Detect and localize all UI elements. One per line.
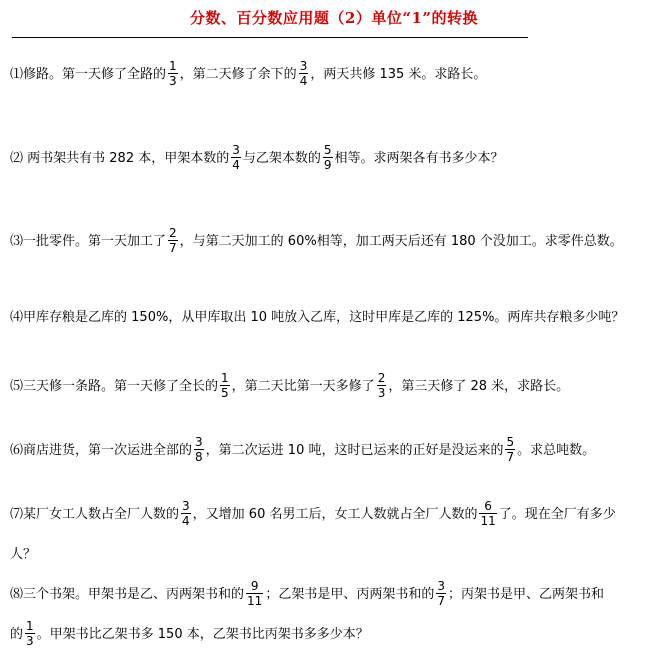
question-text: 。求总吨数。 <box>517 443 596 458</box>
fraction-numerator: 9 <box>246 579 263 594</box>
page-title: 分数、百分数应用题（2）单位“1”的转换 <box>189 9 479 27</box>
fraction-denominator: 4 <box>182 514 190 528</box>
fraction <box>377 371 387 400</box>
question-text: ，两天共修 135 米。求路长。 <box>310 67 487 82</box>
fraction-denominator: 9 <box>323 158 332 172</box>
question-line <box>10 298 660 338</box>
fraction-denominator: 4 <box>232 158 240 172</box>
fraction <box>168 226 178 255</box>
question-text: 两书架共有书 282 本，甲架本数的 <box>23 151 230 166</box>
fraction-numerator: 1 <box>221 371 229 385</box>
fraction-numerator: 1 <box>26 619 34 633</box>
fraction <box>168 59 178 88</box>
question-line <box>10 139 660 179</box>
question-text: 甲库存粮是乙库的 150%，从甲库取出 10 吨放入乙库，这时甲库是乙库的 125%。两库共存粮多少吨？ <box>23 310 625 325</box>
question-text: 与乙架本数的 <box>242 151 321 166</box>
question-text: ；乙架书是甲、丙两架书和的 <box>265 587 435 602</box>
fraction <box>231 143 241 172</box>
question-number: ⑺ <box>10 507 24 522</box>
question-number: ⑸ <box>10 379 24 394</box>
question-line <box>10 222 660 262</box>
question-text: ，第二天比第一天多修了 <box>231 379 375 394</box>
fraction <box>299 59 309 88</box>
question-text: ，第二次运进 10 吨，这时已运来的正好是没运来的 <box>205 443 504 458</box>
question-line <box>10 575 660 615</box>
question-2 <box>10 139 660 179</box>
question-number: ⑶ <box>10 234 24 249</box>
question-7 <box>10 495 660 575</box>
fraction-denominator: 7 <box>169 241 177 255</box>
fraction <box>479 499 496 528</box>
fraction <box>181 499 191 528</box>
question-text: 三天修一条路。第一天修了全长的 <box>23 379 219 394</box>
question-line <box>10 431 660 471</box>
question-text: ，第三天修了 28 米，求路长。 <box>388 379 570 394</box>
question-line <box>10 615 660 655</box>
fraction <box>436 579 446 608</box>
question-text: 某厂女工人数占全厂人数的 <box>23 507 180 522</box>
question-number: ⑴ <box>10 67 24 82</box>
question-8 <box>10 575 660 655</box>
fraction-numerator: 3 <box>437 579 445 593</box>
question-text: 的 <box>10 627 24 642</box>
question-text: ；丙架书是甲、乙两架书和 <box>447 587 604 602</box>
fraction-numerator: 3 <box>299 59 308 73</box>
fraction-denominator: 11 <box>480 514 496 528</box>
fraction-denominator: 8 <box>195 450 203 464</box>
fraction-denominator: 4 <box>299 74 308 88</box>
fraction-numerator: 3 <box>182 499 190 513</box>
question-text: ，又增加 60 名男工后，女工人数就占全厂人数的 <box>192 507 478 522</box>
question-text: ，与第二天加工的 60%相等，加工两天后还有 180 个没加工。求零件总数。 <box>179 234 623 249</box>
fraction-numerator: 1 <box>169 59 177 73</box>
fraction-numerator: 5 <box>323 143 332 157</box>
question-6 <box>10 431 660 471</box>
fraction-denominator: 11 <box>247 594 263 608</box>
fraction-numerator: 5 <box>506 435 515 449</box>
fraction <box>194 435 204 464</box>
fraction-numerator: 2 <box>377 371 386 385</box>
fraction <box>505 435 515 464</box>
question-text: 三个书架。甲架书是乙、丙两架书和的 <box>23 587 245 602</box>
fraction <box>323 143 333 172</box>
question-number: ⑹ <box>10 443 24 458</box>
title-underline <box>12 37 528 38</box>
question-number: ⑻ <box>10 587 24 602</box>
question-text: 人？ <box>10 547 37 562</box>
question-1 <box>10 55 660 95</box>
question-number: ⑷ <box>10 310 24 325</box>
fraction-denominator: 5 <box>221 386 229 400</box>
question-line <box>10 367 660 407</box>
fraction-denominator: 7 <box>506 450 515 464</box>
question-text: 商店进货，第一次运进全部的 <box>23 443 193 458</box>
fraction-numerator: 3 <box>232 143 240 157</box>
question-number: ⑵ <box>10 151 24 166</box>
fraction-numerator: 3 <box>195 435 203 449</box>
question-4 <box>10 298 660 338</box>
fraction-numerator: 6 <box>479 499 496 514</box>
question-text: 相等。求两架各有书多少本？ <box>334 151 504 166</box>
question-text: 修路。第一天修了全路的 <box>23 67 167 82</box>
question-text: ，第二天修了余下的 <box>179 67 297 82</box>
fraction <box>246 579 263 608</box>
fraction-denominator: 7 <box>437 594 445 608</box>
fraction-denominator: 3 <box>26 634 34 648</box>
question-5 <box>10 367 660 407</box>
fraction-denominator: 3 <box>377 386 386 400</box>
fraction <box>220 371 230 400</box>
question-3 <box>10 222 660 262</box>
fraction-numerator: 2 <box>169 226 177 240</box>
question-line <box>10 535 660 575</box>
fraction-denominator: 3 <box>169 74 177 88</box>
question-line <box>10 495 660 535</box>
question-text: 。甲架书比乙架书多 150 本，乙架书比丙架书多多少本？ <box>36 627 369 642</box>
question-text: 一批零件。第一天加工了 <box>23 234 167 249</box>
fraction <box>25 619 35 648</box>
question-line <box>10 55 660 95</box>
question-text: 了。现在全厂有多少 <box>498 507 616 522</box>
